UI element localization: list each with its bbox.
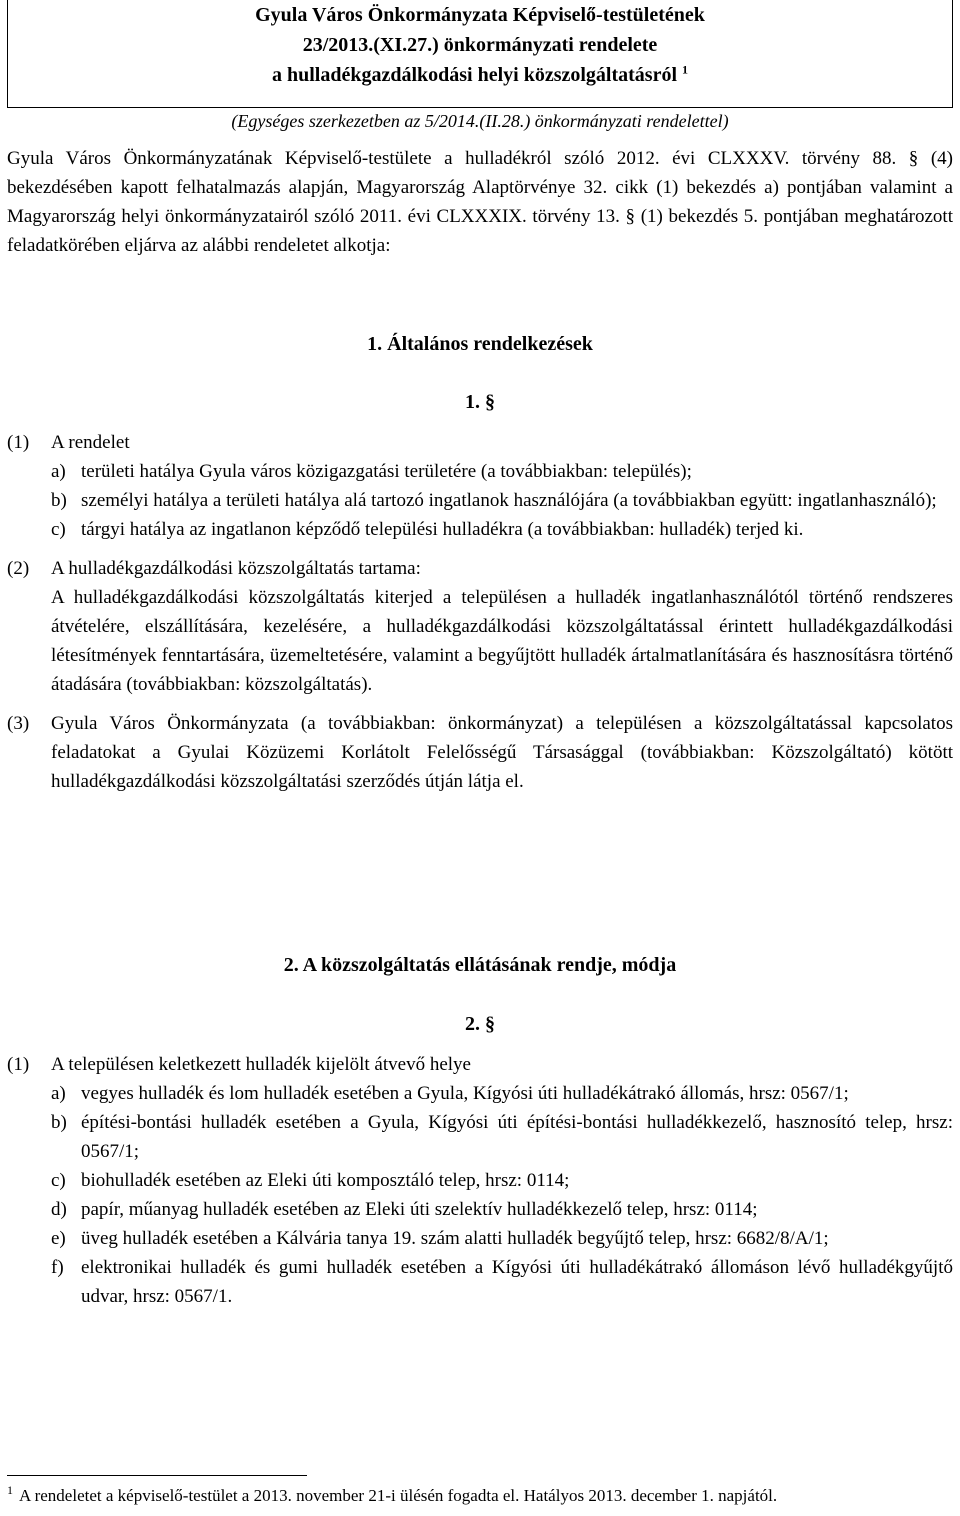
list-item	[51, 1079, 953, 1108]
paragraph-2-1	[7, 1050, 953, 1311]
consolidation-note: (Egységes szerkezetben az 5/2014.(II.28.) önkormányzati rendelettel)	[231, 111, 729, 131]
paragraph-text: A településen keletkezett hulladék kijelölt átvevő helye	[51, 1054, 471, 1075]
section-1-heading: 1. Általános rendelkezések	[367, 333, 593, 355]
list-item-letter: c)	[51, 519, 66, 540]
list-item-text: tárgyi hatálya az ingatlanon képződő települési hulladékra (a továbbiakban: hulladék) terjed ki.	[81, 519, 804, 540]
list-item-text: biohulladék esetében az Eleki úti komposztáló telep, hrsz: 0114;	[81, 1170, 570, 1191]
paragraph-number: (3)	[7, 713, 30, 734]
list-item	[51, 1108, 953, 1166]
list-item	[51, 457, 953, 486]
paragraph-number: (2)	[7, 558, 30, 579]
title-line-2: 23/2013.(XI.27.) önkormányzati rendelete	[302, 34, 658, 56]
footnote	[7, 1483, 953, 1509]
section-1-body	[7, 428, 953, 796]
list-item-letter: f)	[51, 1257, 64, 1278]
list-item-text: építési-bontási hulladék esetében a Gyula, Kígyósi úti építési-bontási hulladékkezelő, hasznosító telep, hrsz: 0567/1;	[81, 1112, 953, 1162]
paragraph-1-number: 1. §	[465, 391, 495, 413]
list-item-letter: d)	[51, 1199, 67, 1220]
list-item	[51, 1253, 953, 1311]
preamble: Gyula Város Önkormányzatának Képviselő-testülete a hulladékról szóló 2012. évi CLXXXV. törvény 88. § (4) bekezdésében kapott felhatalmazás alapján, Magyarország Alaptörvénye 32. cikk (1) bekezdés a) pontjában valamint a Magyarország helyi önkormányzatairól szóló 2011. évi CLXXXIX. törvény 13. § (1) bekezdés 5. pontjában meghatározott feladatkörében eljárva az alábbi rendeletet alkotja:	[7, 148, 953, 256]
list-item-letter: e)	[51, 1228, 66, 1249]
list-item-text: személyi hatálya a területi hatálya alá tartozó ingatlanok használójára (a továbbiakban együtt: ingatlanhasználó);	[81, 490, 937, 511]
document-title	[8, 0, 952, 90]
title-line-3	[8, 60, 952, 90]
footnote-text: A rendeletet a képviselő-testület a 2013. november 21-i ülésén fogadta el. Hatályos 2013. december 1. napjától.	[19, 1486, 778, 1505]
list-item	[51, 1195, 953, 1224]
section-2-heading: 2. A közszolgáltatás ellátásának rendje, módja	[283, 954, 677, 976]
list-item-text: vegyes hulladék és lom hulladék esetében a Gyula, Kígyósi úti hulladékátrakó állomás, hrsz: 0567/1;	[81, 1083, 849, 1104]
paragraph-2-number: 2. §	[465, 1013, 495, 1035]
paragraph-1-2	[7, 554, 953, 699]
paragraph-1-3	[7, 709, 953, 796]
paragraph-body: A hulladékgazdálkodási közszolgáltatás kiterjed a településen a hulladék ingatlanhasználótól történő rendszeres átvételére, elszállítására, kezelésére, a hulladékgazdálkodási közszolgáltatással érintett hulladékgazdálkodási létesítmények fenntartására, üzemeltetésére, valamint a begyűjtött hulladék ártalmatlanítására és hasznosításra történő átadására (továbbiakban: közszolgáltatás).	[51, 587, 953, 695]
paragraph-text: A rendelet	[51, 432, 130, 453]
paragraph-1-1	[7, 428, 953, 544]
section-2-body	[7, 1050, 953, 1311]
list-item	[51, 515, 953, 544]
paragraph-number: (1)	[7, 1054, 30, 1075]
list-item-text: területi hatálya Gyula város közigazgatási területére (a továbbiakban: település);	[81, 461, 692, 482]
list-item-letter: c)	[51, 1170, 66, 1191]
paragraph-text: Gyula Város Önkormányzata (a továbbiakban: önkormányzat) a településen a közszolgáltatással kapcsolatos feladatokat a Gyulai Közüzemi Korlátolt Felelősségű Társasággal (továbbiakban: Közszolgáltató) kötött hulladékgazdálkodási közszolgáltatási szerződés útján látja el.	[51, 713, 953, 792]
list-item-text: papír, műanyag hulladék esetében az Eleki úti szelektív hulladékkezelő telep, hrsz: 0114;	[81, 1199, 758, 1220]
list-item-text: elektronikai hulladék és gumi hulladék esetében a Kígyósi úti hulladékátrakó állomáson lévő hulladékgyűjtő udvar, hrsz: 0567/1.	[81, 1257, 953, 1307]
footnote-number: 1	[7, 1483, 13, 1498]
footnote-divider	[7, 1475, 307, 1476]
list-item	[51, 486, 953, 515]
title-line-1: Gyula Város Önkormányzata Képviselő-testületének	[255, 4, 705, 26]
list-item-letter: a)	[51, 1083, 66, 1104]
list-item-letter: a)	[51, 461, 66, 482]
list-item	[51, 1166, 953, 1195]
list-item-text: üveg hulladék esetében a Kálvária tanya 19. szám alatti hulladék begyűjtő telep, hrsz: 6682/8/A/1;	[81, 1228, 829, 1249]
list-item-letter: b)	[51, 490, 67, 511]
footnote-reference[interactable]: 1	[682, 62, 689, 77]
title-line-3-text: a hulladékgazdálkodási helyi közszolgáltatásról	[271, 64, 678, 86]
list-item-letter: b)	[51, 1112, 67, 1133]
list-item	[51, 1224, 953, 1253]
paragraph-text: A hulladékgazdálkodási közszolgáltatás tartama:	[51, 558, 421, 579]
paragraph-number: (1)	[7, 432, 30, 453]
title-box	[7, 0, 953, 108]
